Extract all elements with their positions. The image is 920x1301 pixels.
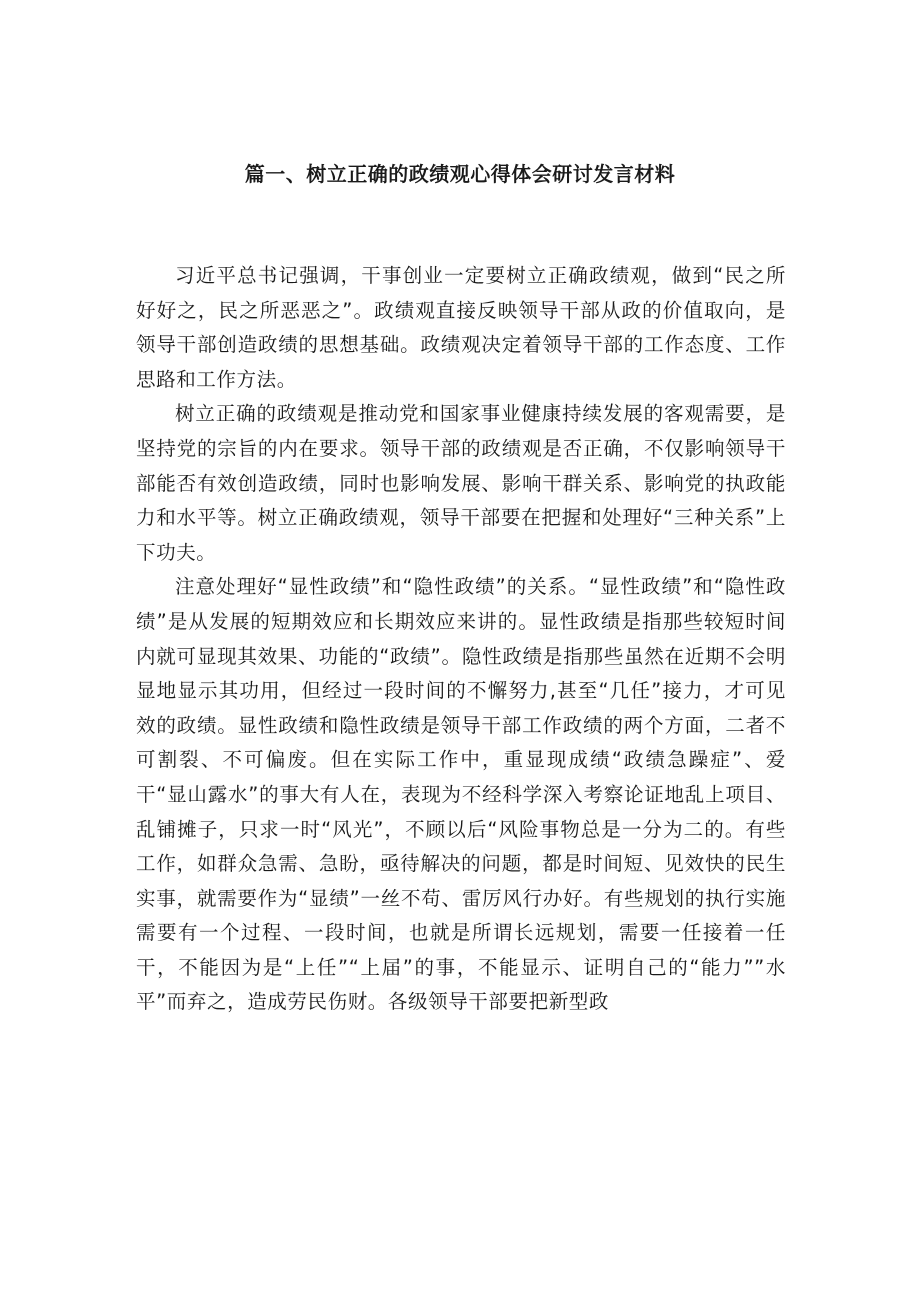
paragraph-1: 习近平总书记强调，干事创业一定要树立正确政绩观，做到“民之所好好之，民之所恶恶之”。政绩观直接反映领导干部从政的价值取向，是领导干部创造政绩的思想基础。政绩观决定着领导干部的工作态度、工作思路和工作方法。 [136, 264, 786, 391]
document-body [136, 259, 786, 1020]
paragraph-3: 注意处理好“显性政绩”和“隐性政绩”的关系。“显性政绩”和“隐性政绩”是从发展的短期效应和长期效应来讲的。显性政绩是指那些较短时间内就可显现其效果、功能的“政绩”。隐性政绩是指那些虽然在近期不会明显地显示其功用，但经过一段时间的不懈努力,甚至“几任”接力，才可见效的政绩。显性政绩和隐性政绩是领导干部工作政绩的两个方面，二者不可割裂、不可偏废。但在实际工作中，重显现成绩“政绩急躁症”、爱干“显山露水”的事大有人在，表现为不经科学深入考察论证地乱上项目、乱铺摊子，只求一时“风光”，不顾以后“风险事物总是一分为二的。有些工作，如群众急需、急盼，亟待解决的问题，都是时间短、见效快的民生实事，就需要作为“显绩”一丝不苟、雷厉风行办好。有些规划的执行实施需要有一个过程、一段时间，也就是所谓长远规划，需要一任接着一任干，不能因为是“上任”“上届”的事，不能显示、证明自己的“能力””水平”而弃之，造成劳民伤财。各级领导干部要把新型政 [136, 575, 786, 1014]
paragraph-2: 树立正确的政绩观是推动党和国家事业健康持续发展的客观需要，是坚持党的宗旨的内在要求。领导干部的政绩观是否正确，不仅影响领导干部能否有效创造政绩，同时也影响发展、影响干群关系、影响党的执政能力和水平等。树立正确政绩观，领导干部要在把握和处理好“三种关系”上下功夫。 [136, 402, 786, 564]
document-title: 篇一、树立正确的政绩观心得体会研讨发言材料 [244, 162, 676, 186]
